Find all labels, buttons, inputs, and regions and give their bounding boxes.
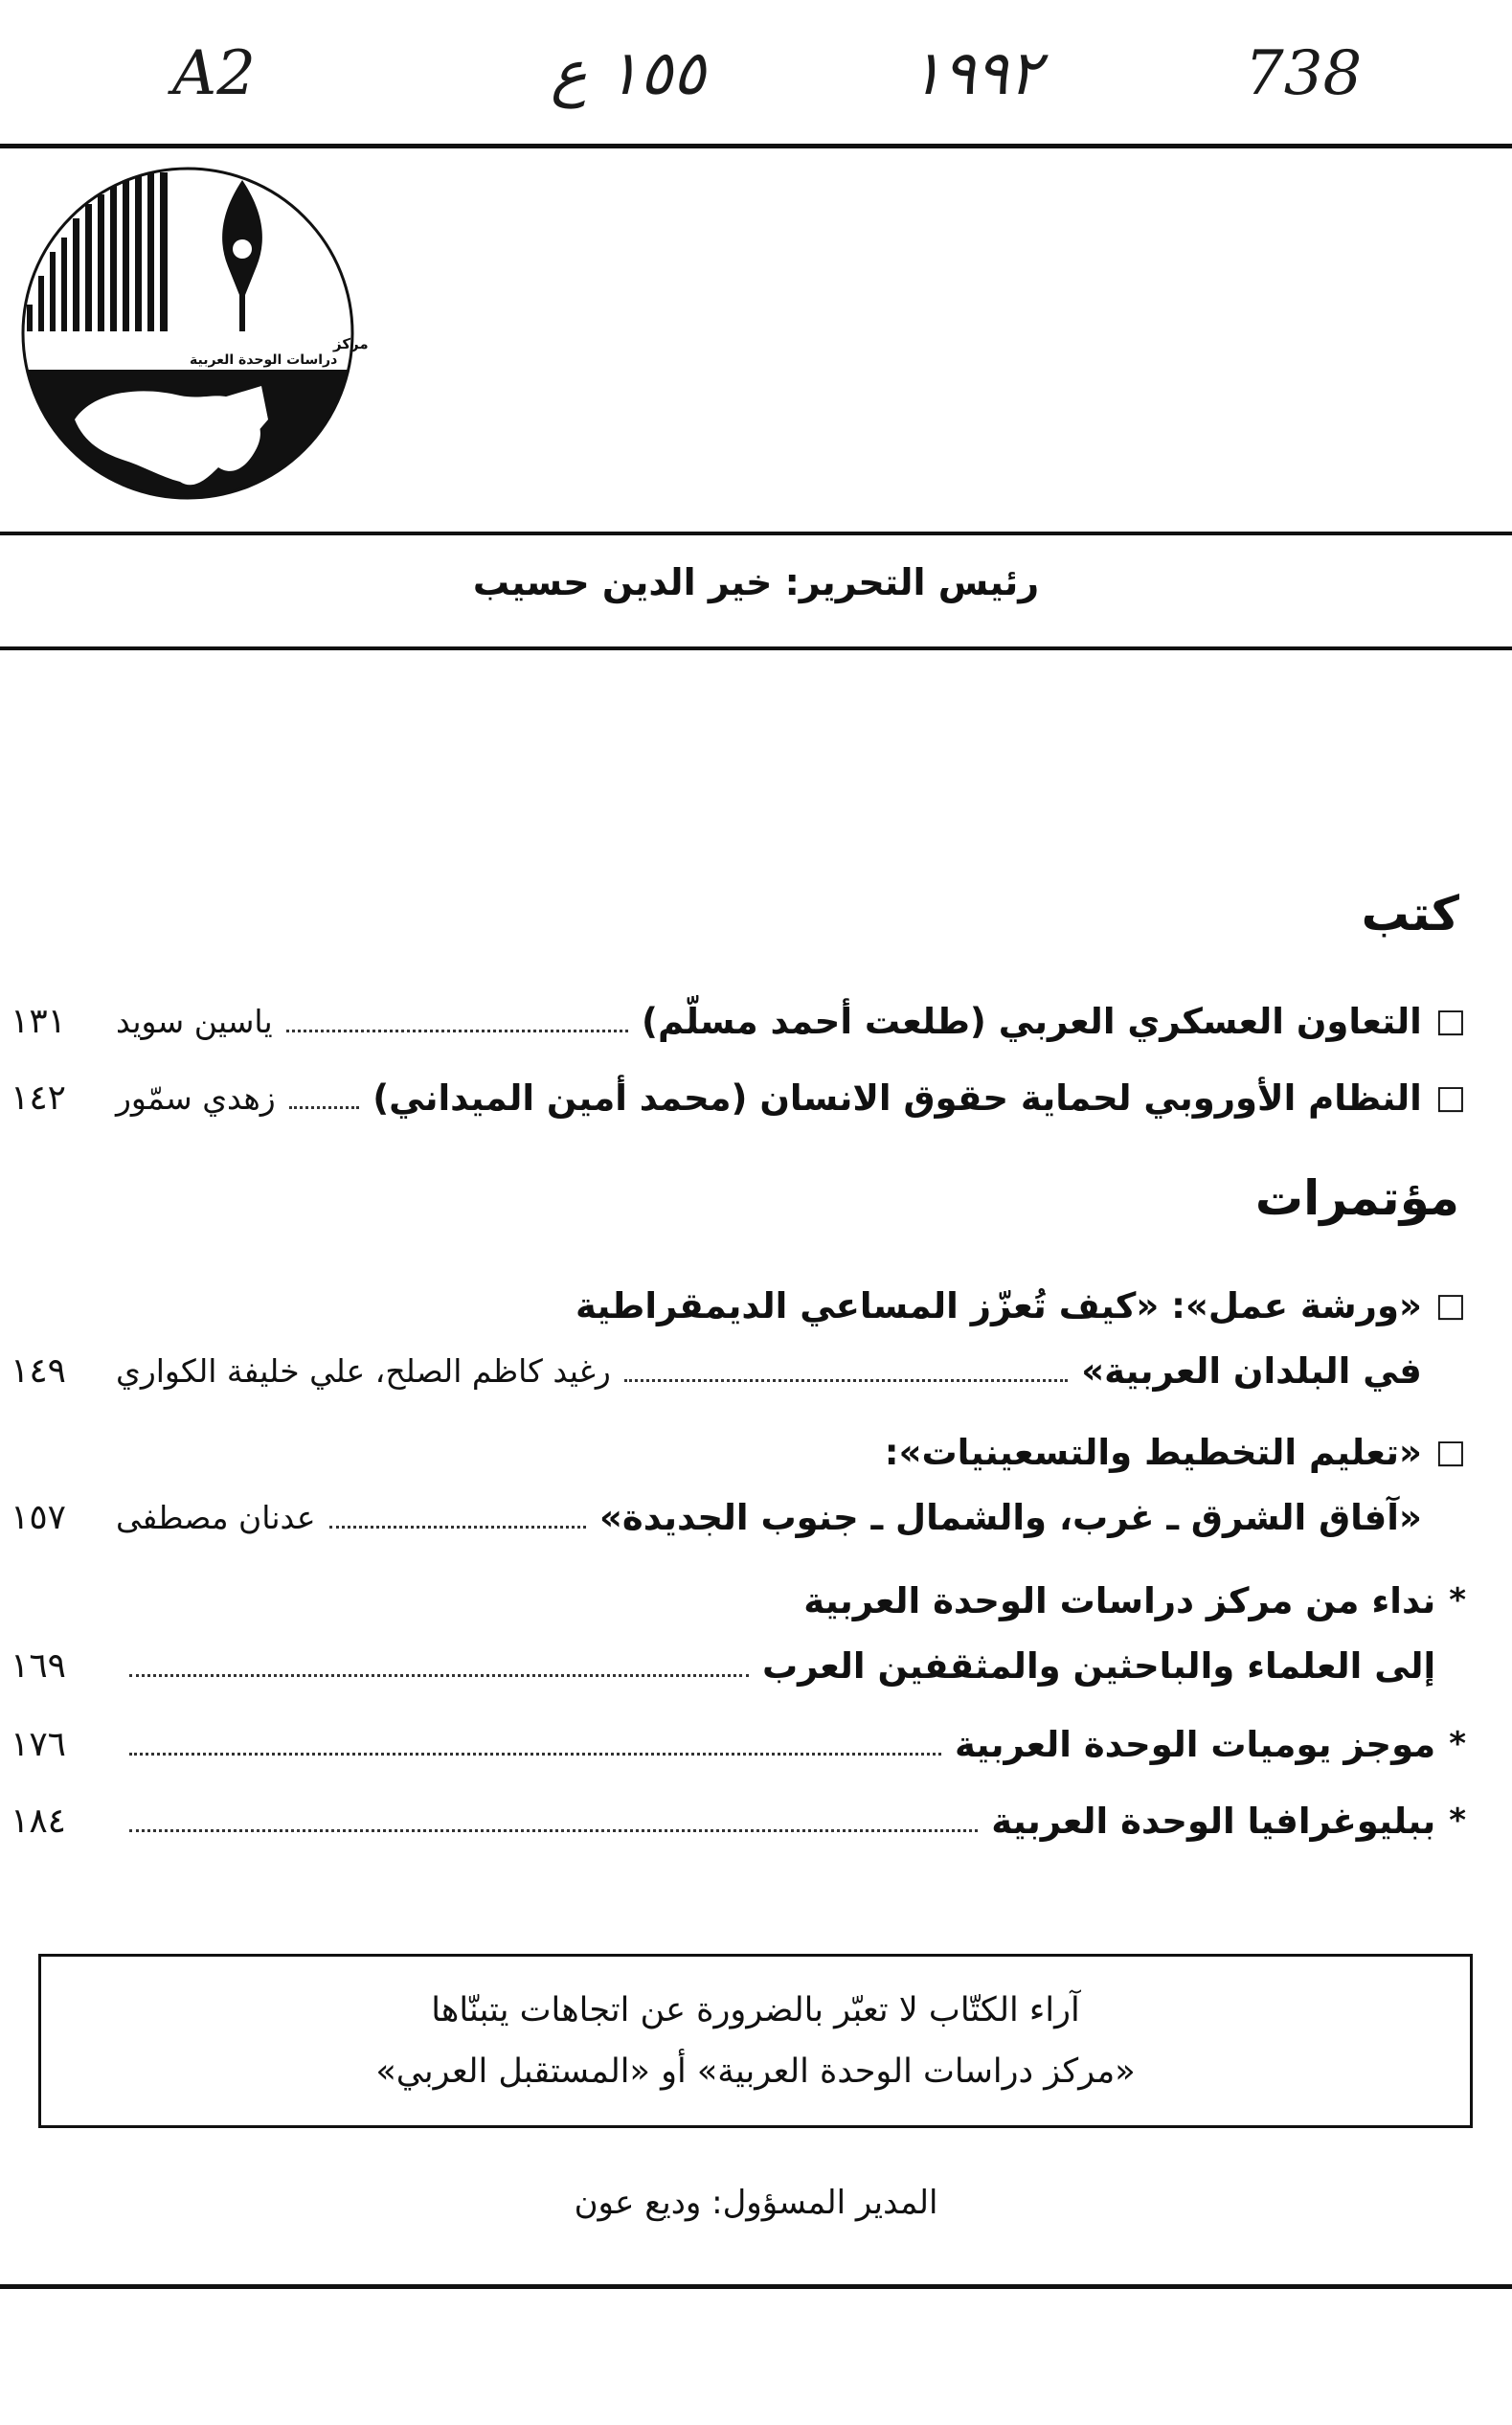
entry-page: ١٥٧ <box>11 1497 67 1537</box>
svg-text:دراسات الوحدة العربية: دراسات الوحدة العربية <box>190 352 338 368</box>
asterisk-icon: * <box>1449 1802 1466 1840</box>
leader-dots <box>624 1379 1068 1382</box>
entry-title: النظام الأوروبي لحماية حقوق الانسان (محمد أمين الميداني) <box>372 1077 1422 1119</box>
leader-dots <box>289 1106 360 1109</box>
checkbox-icon: □ <box>1434 1002 1466 1040</box>
checkbox-icon: □ <box>1434 1078 1466 1117</box>
entry-title: «تعليم التخطيط والتسعينيات»: <box>884 1431 1422 1473</box>
entry-page: ١٨٤ <box>11 1801 67 1841</box>
managing-director: المدير المسؤول: وديع عون <box>574 2184 938 2222</box>
handwritten-year: ١٩٩٢ <box>910 38 1042 109</box>
entry-page: ١٦٩ <box>11 1645 67 1686</box>
toc-entry-line1[interactable] <box>11 1571 1466 1630</box>
section-heading-conferences: مؤتمرات <box>1254 1170 1459 1226</box>
toc-entry-line2[interactable] <box>11 1636 1466 1695</box>
bottom-rule <box>0 2284 1512 2289</box>
handwritten-ref: 738 <box>1245 38 1363 109</box>
section-heading-books: كتب <box>1361 886 1459 941</box>
leader-dots <box>329 1526 586 1529</box>
entry-author: زهدي سمّور <box>116 1078 276 1117</box>
arab-unity-center-emblem-icon <box>17 161 369 506</box>
checkbox-icon: □ <box>1434 1286 1466 1325</box>
svg-text:مركز: مركز <box>333 335 369 352</box>
entry-title-cont: إلى العلماء والباحثين والمثقفين العرب <box>761 1644 1436 1687</box>
toc-entry[interactable] <box>11 991 1466 1051</box>
toc-entry-line2[interactable] <box>11 1487 1466 1547</box>
entry-page: ١٧٦ <box>11 1724 67 1764</box>
entry-title-cont: في البلدان العربية» <box>1081 1349 1422 1392</box>
toc-entry-line1[interactable] <box>11 1276 1466 1335</box>
disclaimer-line: آراء الكتّاب لا تعبّر بالضرورة عن اتجاهات يتبنّاها <box>431 1991 1080 2029</box>
asterisk-icon: * <box>1449 1581 1466 1620</box>
header-rule-top <box>0 532 1512 535</box>
disclaimer-line: «مركز دراسات الوحدة العربية» أو «المستقبل العربي» <box>375 2052 1136 2091</box>
center-logo <box>17 161 369 506</box>
entry-title: نداء من مركز دراسات الوحدة العربية <box>803 1579 1436 1621</box>
entry-title: ببليوغرافيا الوحدة العربية <box>991 1800 1436 1842</box>
toc-entry[interactable] <box>11 1714 1466 1774</box>
leader-dots <box>129 1674 749 1677</box>
handwritten-code: A2 <box>172 38 256 109</box>
toc-entry[interactable] <box>11 1068 1466 1127</box>
entry-title: التعاون العسكري العربي (طلعت أحمد مسلّم) <box>642 1000 1422 1042</box>
toc-entry-line1[interactable] <box>11 1422 1466 1482</box>
entry-author: عدنان مصطفى <box>116 1498 316 1536</box>
leader-dots <box>129 1753 941 1756</box>
editor-in-chief: رئيس التحرير: خير الدين حسيب <box>472 561 1040 603</box>
entry-page: ١٤٩ <box>11 1350 67 1391</box>
toc-entry[interactable] <box>11 1791 1466 1850</box>
checkbox-icon: □ <box>1434 1433 1466 1471</box>
header-rule-bottom <box>0 646 1512 650</box>
top-rule <box>0 144 1512 148</box>
toc-entry-line2[interactable] <box>11 1341 1466 1400</box>
leader-dots <box>129 1829 978 1832</box>
entry-title: موجز يوميات الوحدة العربية <box>955 1723 1436 1765</box>
asterisk-icon: * <box>1449 1725 1466 1763</box>
disclaimer-box <box>38 1954 1473 2128</box>
entry-author: ياسين سويد <box>116 1002 273 1040</box>
entry-page: ١٣١ <box>11 1001 67 1041</box>
entry-title-cont: «آفاق الشرق ـ غرب، والشمال ـ جنوب الجديدة» <box>598 1496 1422 1538</box>
handwritten-issue: ١٥٥ ع <box>551 38 706 109</box>
entry-author: رغيد كاظم الصلح، علي خليفة الكواري <box>116 1351 611 1390</box>
entry-title: «ورشة عمل»: «كيف تُعزّز المساعي الديمقراطية <box>575 1284 1422 1326</box>
entry-page: ١٤٢ <box>11 1077 67 1118</box>
leader-dots <box>286 1030 628 1032</box>
